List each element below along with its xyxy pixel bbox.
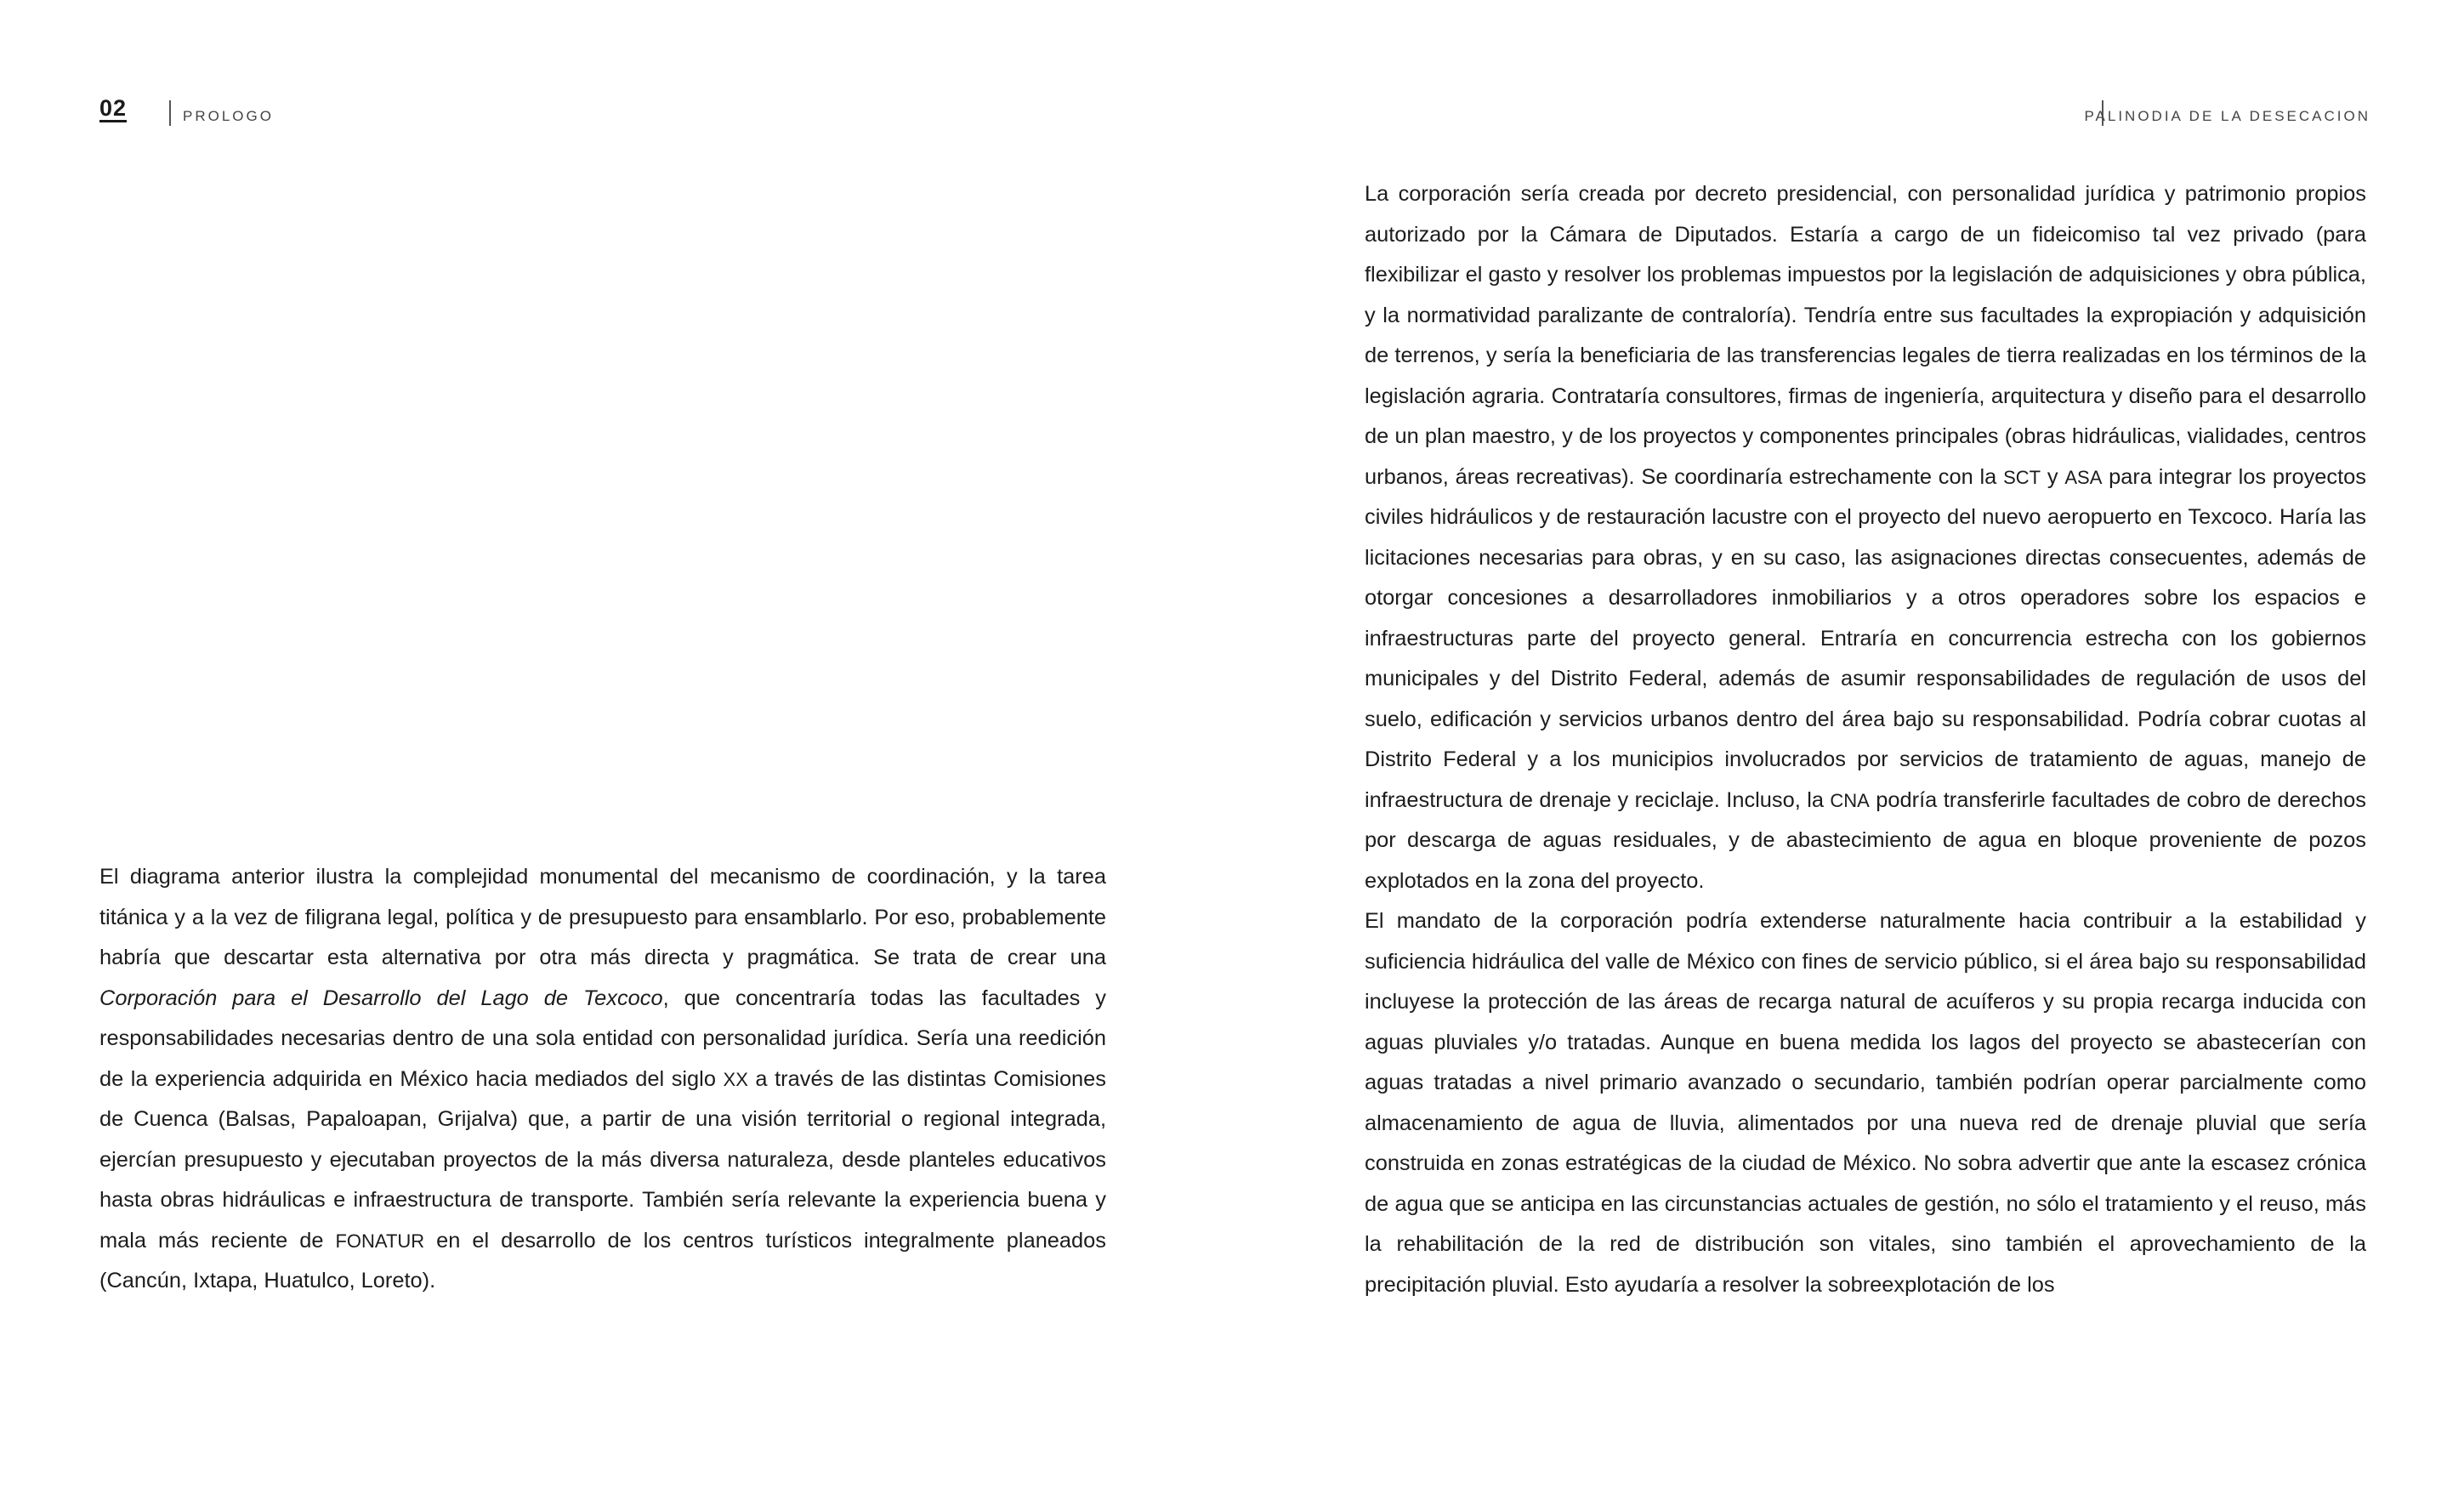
small-caps-cna: CNA [1830,789,1870,811]
text-run: podría transferirle facultades de cobro de derechos por descarga de aguas residuales, y de abastecimiento de agua en bloque proveniente de pozos explotados en la zona del proyecto. [1365,787,2366,893]
corporation-name-italic: Corporación para el Desarrollo del Lago de Texcoco [99,986,663,1010]
left-text-column [99,857,1106,1302]
small-caps-xx: XX [723,1068,748,1090]
text-run: , que concentraría todas las facultades y responsabilidades necesarias dentro de una sola entidad con personalidad jurídica. Sería una reedición de la experiencia adquirida en México hacia mediados del siglo [99,986,1106,1091]
right-text-column [1365,174,2366,1305]
book-title: PALINODIA DE LA DESECACION [2084,108,2370,124]
text-run: y [2041,464,2065,489]
small-caps-asa: ASA [2064,466,2103,488]
text-run: en el desarrollo de los centros turísticos integralmente planeados (Cancún, Ixtapa, Huatulco, Loreto). [99,1228,1106,1293]
right-paragraph-2: El mandato de la corporación podría extenderse naturalmente hacia contribuir a la estabilidad y suficiencia hidráulica del valle de México con fines de servicio público, si el área bajo su responsabilidad incluyese la protección de las áreas de recarga natural de acuíferos y su propia recarga inducida con aguas pluviales y/o tratadas. Aunque en buena medida los lagos del proyecto se abastecerían con aguas tratadas a nivel primario avanzado o secundario, también podrían operar parcialmente como almacenamiento de agua de lluvia, alimentados por una nueva red de drenaje pluvial que sería construida en zonas estratégicas de la ciudad de México. No sobra advertir que ante la escasez crónica de agua que se anticipa en las circunstancias actuales de gestión, no sólo el tratamiento y el reuso, más la rehabilitación de la red de distribución son vitales, sino también el aprovechamiento de la precipitación pluvial. Esto ayudaría a resolver la sobreexplotación de los [1365,909,2366,1297]
right-paragraph-1 [1365,174,2366,901]
header-divider-left [169,100,171,126]
text-run: La corporación sería creada por decreto presidencial, con personalidad jurídica y patrimonio propios autorizado por la Cámara de Diputados. Estaría a cargo de un fideicomiso tal vez privado (para flexibilizar el gasto y resolver los problemas impuestos por la legislación de adquisiciones y obra pública, y la normatividad paralizante de contraloría). Tendría entre sus facultades la expropiación y adquisición de terrenos, y sería la beneficiaria de las transferencias legales de tierra realizadas en los términos de la legislación agraria. Contrataría consultores, firmas de ingeniería, arquitectura y diseño para el desarrollo de un plan maestro, y de los proyectos y componentes principales (obras hidráulicas, vialidades, centros urbanos, áreas recreativas). Se coordinaría estrechamente con la [1365,182,2366,489]
page-number: 02 [99,95,128,121]
text-run: El diagrama anterior ilustra la complejidad monumental del mecanismo de coordinación, y la tarea titánica y a la vez de filigrana legal, política y de presupuesto para ensamblarlo. Por eso, probablemente habría que descartar esta alternativa por otra más directa y pragmática. Se trata de crear una [99,865,1106,969]
text-run: para integrar los proyectos civiles hidráulicos y de restauración lacustre con el proyecto del nuevo aeropuerto en Texcoco. Haría las licitaciones necesarias para obras, y en su caso, las asignaciones directas consecuentes, además de otorgar concesiones a desarrolladores inmobiliarios y a otros operadores sobre los espacios e infraestructuras parte del proyecto general. Entraría en concurrencia estrecha con los gobiernos municipales y del Distrito Federal, además de asumir responsabilidades de regulación de usos del suelo, edificación y servicios urbanos dentro del área bajo su responsabilidad. Podría cobrar cuotas al Distrito Federal y a los municipios involucrados por servicios de tratamiento de aguas, manejo de infraestructura de drenaje y reciclaje. Incluso, la [1365,464,2366,812]
small-caps-fonatur: FONATUR [335,1230,425,1252]
small-caps-sct: SCT [2003,466,2041,488]
text-run: a través de las distintas Comisiones de Cuenca (Balsas, Papaloapan, Grijalva) que, a partir de una visión territorial o regional integrada, ejercían presupuesto y ejecutaban proyectos de la más diversa naturaleza, desde planteles educativos hasta obras hidráulicas e infraestructura de transporte. También sería relevante la experiencia buena y mala más reciente de [99,1066,1106,1253]
left-paragraph [99,857,1106,1302]
section-label: PROLOGO [183,108,274,124]
